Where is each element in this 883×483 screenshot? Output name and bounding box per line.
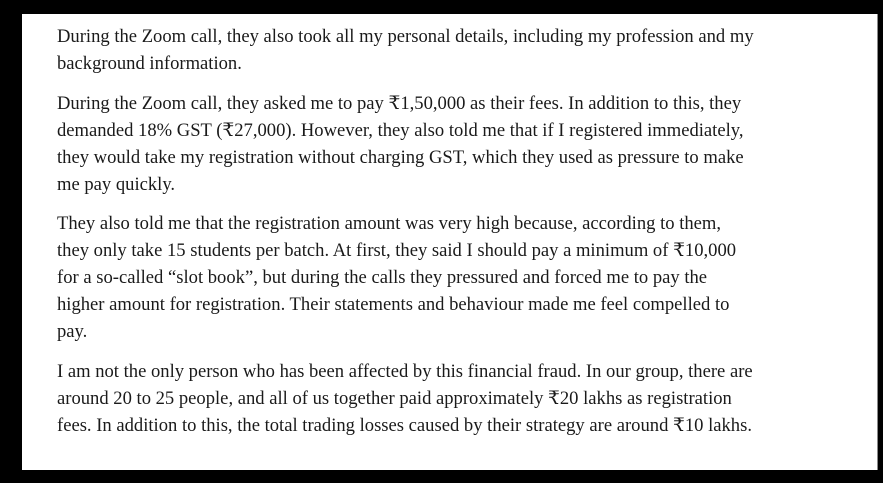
text-line: fees. In addition to this, the total trading losses caused by their strategy are around ₹10 lakhs. bbox=[57, 414, 752, 436]
text-line: demanded 18% GST (₹27,000). However, they also told me that if I registered immediately, bbox=[57, 119, 744, 141]
text-line: for a so-called “slot book”, but during the calls they pressured and forced me to pay the bbox=[57, 267, 708, 289]
text-line: background information. bbox=[57, 52, 242, 74]
text-line: me pay quickly. bbox=[57, 173, 176, 195]
text-line: they would take my registration without charging GST, which they used as pressure to make bbox=[57, 146, 744, 168]
paragraph-group-losses bbox=[57, 359, 847, 440]
text-line: around 20 to 25 people, and all of us together paid approximately ₹20 lakhs as registration bbox=[57, 387, 732, 409]
paragraph-registration-pressure bbox=[57, 211, 847, 346]
paragraph-personal-details bbox=[57, 24, 847, 78]
document-page bbox=[22, 14, 878, 470]
text-line: During the Zoom call, they asked me to pay ₹1,50,000 as their fees. In addition to this, they bbox=[57, 92, 742, 114]
text-line: During the Zoom call, they also took all my personal details, including my profession and my bbox=[57, 26, 754, 47]
text-line: higher amount for registration. Their statements and behaviour made me feel compelled to bbox=[57, 294, 730, 316]
document-body bbox=[57, 24, 847, 453]
text-line: I am not the only person who has been affected by this financial fraud. In our group, there are bbox=[57, 360, 753, 382]
text-line: pay. bbox=[57, 321, 88, 343]
paragraph-fees-demand bbox=[57, 91, 847, 199]
text-line: they only take 15 students per batch. At first, they said I should pay a minimum of ₹10,000 bbox=[57, 240, 737, 262]
text-line: They also told me that the registration amount was very high because, according to them, bbox=[57, 213, 722, 235]
